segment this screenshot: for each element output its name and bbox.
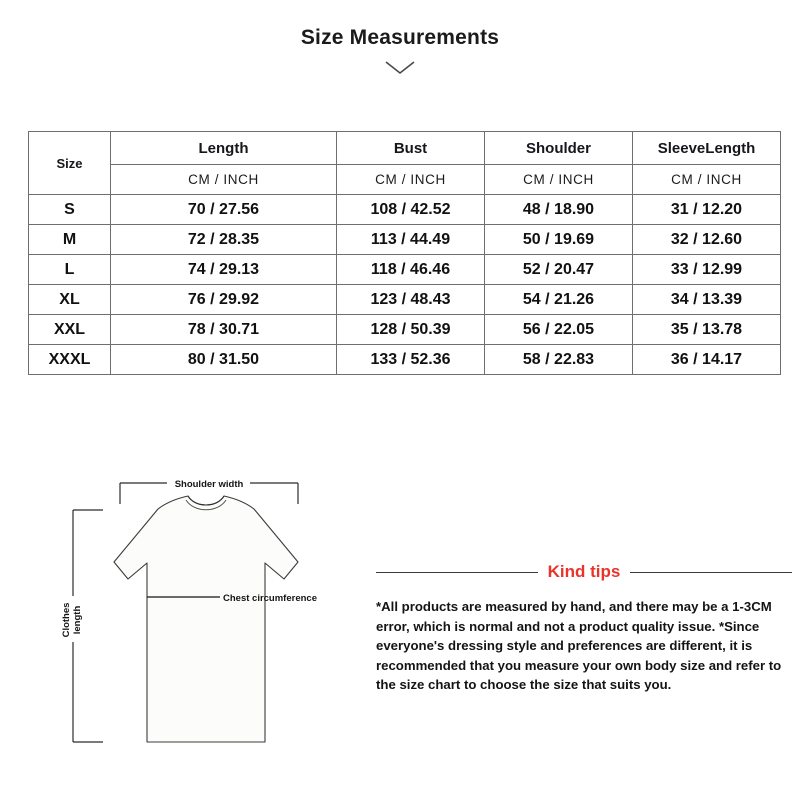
cell-shoulder: 54 / 21.26 [485,285,633,315]
table-row [29,285,781,315]
cell-size: S [29,195,111,225]
cell-sleevelength: 36 / 14.17 [633,345,781,375]
unit-label-sleevelength: CM / INCH [633,165,781,195]
column-header-length: Length [111,132,337,165]
table-row [29,195,781,225]
cell-length: 72 / 28.35 [111,225,337,255]
cell-bust: 128 / 50.39 [337,315,485,345]
cell-shoulder: 48 / 18.90 [485,195,633,225]
table-unit-row [29,165,781,195]
cell-sleevelength: 32 / 12.60 [633,225,781,255]
chest-circumference-label: Chest circumference [223,593,317,604]
shoulder-width-label: Shoulder width [174,479,244,490]
cell-bust: 108 / 42.52 [337,195,485,225]
kind-tips-block [376,560,792,695]
cell-sleevelength: 35 / 13.78 [633,315,781,345]
table-row [29,255,781,285]
divider-left [376,572,538,573]
column-header-size: Size [29,132,111,195]
page-title: Size Measurements [300,26,500,49]
cell-length: 80 / 31.50 [111,345,337,375]
tshirt-icon [114,496,298,742]
unit-label-shoulder: CM / INCH [485,165,633,195]
clothes-length-label-line2: length [72,605,83,635]
cell-length: 70 / 27.56 [111,195,337,225]
column-header-shoulder: Shoulder [485,132,633,165]
tshirt-measurement-diagram [55,462,355,782]
cell-sleevelength: 33 / 12.99 [633,255,781,285]
title-block [0,26,800,75]
table-row [29,345,781,375]
cell-shoulder: 52 / 20.47 [485,255,633,285]
cell-bust: 113 / 44.49 [337,225,485,255]
clothes-length-label-line1: Clothes [61,602,72,638]
cell-sleevelength: 31 / 12.20 [633,195,781,225]
cell-bust: 133 / 52.36 [337,345,485,375]
table-row [29,315,781,345]
cell-length: 78 / 30.71 [111,315,337,345]
column-header-bust: Bust [337,132,485,165]
cell-shoulder: 50 / 19.69 [485,225,633,255]
table-row [29,225,781,255]
cell-size: XXL [29,315,111,345]
kind-tips-heading-row [376,560,792,584]
cell-bust: 118 / 46.46 [337,255,485,285]
cell-shoulder: 56 / 22.05 [485,315,633,345]
cell-length: 74 / 29.13 [111,255,337,285]
kind-tips-body: *All products are measured by hand, and there may be a 1-3CM error, which is normal and not a product quality issue. *Since everyone's dressing style and preferences are different, it is recommended that you measure your own body size and refer to the size chart to choose the size that suits you. [376,599,782,693]
column-header-sleevelength: SleeveLength [633,132,781,165]
chevron-down-icon [0,59,800,75]
cell-size: M [29,225,111,255]
cell-shoulder: 58 / 22.83 [485,345,633,375]
unit-label-length: CM / INCH [111,165,337,195]
cell-bust: 123 / 48.43 [337,285,485,315]
size-measurements-table [28,131,781,375]
cell-sleevelength: 34 / 13.39 [633,285,781,315]
cell-length: 76 / 29.92 [111,285,337,315]
cell-size: L [29,255,111,285]
table-header-row [29,132,781,165]
unit-label-bust: CM / INCH [337,165,485,195]
cell-size: XXXL [29,345,111,375]
divider-right [630,572,792,573]
kind-tips-heading: Kind tips [547,562,621,581]
cell-size: XL [29,285,111,315]
